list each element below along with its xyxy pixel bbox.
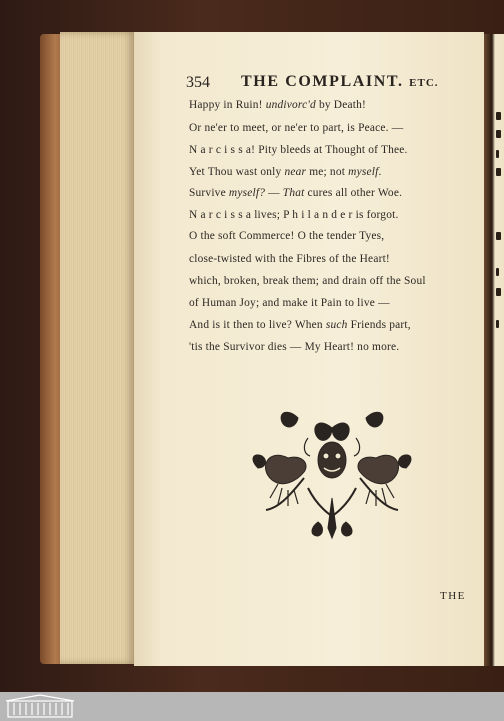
poem-line-segment: Friends part,: [347, 319, 411, 331]
poem-line-segment: such: [325, 319, 348, 331]
poem-line: [189, 319, 411, 331]
facing-page-marks: [496, 0, 504, 692]
poem-line-segment: close-twisted with the Fibres of the Heart!: [189, 253, 390, 265]
poem-line-segment: N a r c i s s a! Pity bleeds at Thought of Thee.: [189, 144, 408, 156]
poem-line-segment: Yet Thou wast only: [189, 166, 285, 178]
poem-line-segment: undivorc'd: [265, 99, 316, 111]
catchword: THE: [440, 590, 466, 602]
poem-line-segment: of Human Joy; and make it Pain to live —: [189, 297, 390, 309]
poem-line-segment: —: [265, 187, 283, 199]
poem-line-segment: which, broken, break them; and drain off the Soul: [189, 275, 426, 287]
poem-line-segment: N a r c i s s a lives; P h i l a n d e r is forgot.: [189, 209, 399, 221]
running-head: [241, 73, 439, 91]
poem-line: [189, 187, 402, 199]
poem-line: [189, 99, 366, 111]
footer-bar: [0, 692, 504, 721]
poem-line-segment: .: [378, 166, 382, 178]
poem-line: [189, 122, 403, 134]
poem-line-segment: cures all other Woe.: [304, 187, 403, 199]
floral-tailpiece-ornament-icon: [248, 398, 416, 543]
page-number: 354: [186, 74, 210, 91]
poem-line-segment: by Death!: [315, 99, 366, 111]
poem-line: [189, 209, 399, 221]
poem-line-segment: And is it then to live? When: [189, 319, 326, 331]
poem-line: [189, 230, 384, 242]
poem-line: [189, 144, 408, 156]
poem-line-segment: Or ne'er to meet, or ne'er to part, is Peace. —: [189, 122, 404, 134]
poem-line-segment: Survive: [189, 187, 229, 199]
poem-line-segment: Happy in Ruin!: [189, 99, 266, 111]
poem-line-segment: me; not: [306, 166, 349, 178]
poem-line-segment: near: [284, 166, 307, 178]
page-edges-stack: [60, 32, 136, 664]
running-head-etc: ETC.: [409, 77, 439, 89]
poem-line-segment: O the soft Commerce! O the tender Tyes,: [189, 230, 385, 242]
poem-line: [189, 297, 390, 309]
poem-line-segment: myself?: [228, 187, 266, 199]
poem-line-segment: That: [282, 187, 305, 199]
library-building-logo-icon: [4, 693, 76, 719]
poem-line: [189, 253, 390, 265]
poem-line: [189, 166, 382, 178]
poem-line: [189, 275, 426, 287]
poem-line-segment: 'tis the Survivor dies — My Heart! no more.: [189, 341, 400, 353]
running-head-title: THE COMPLAINT.: [241, 73, 404, 90]
poem-line: [189, 341, 399, 353]
page-header: [186, 74, 476, 96]
poem-line-segment: myself: [348, 166, 379, 178]
